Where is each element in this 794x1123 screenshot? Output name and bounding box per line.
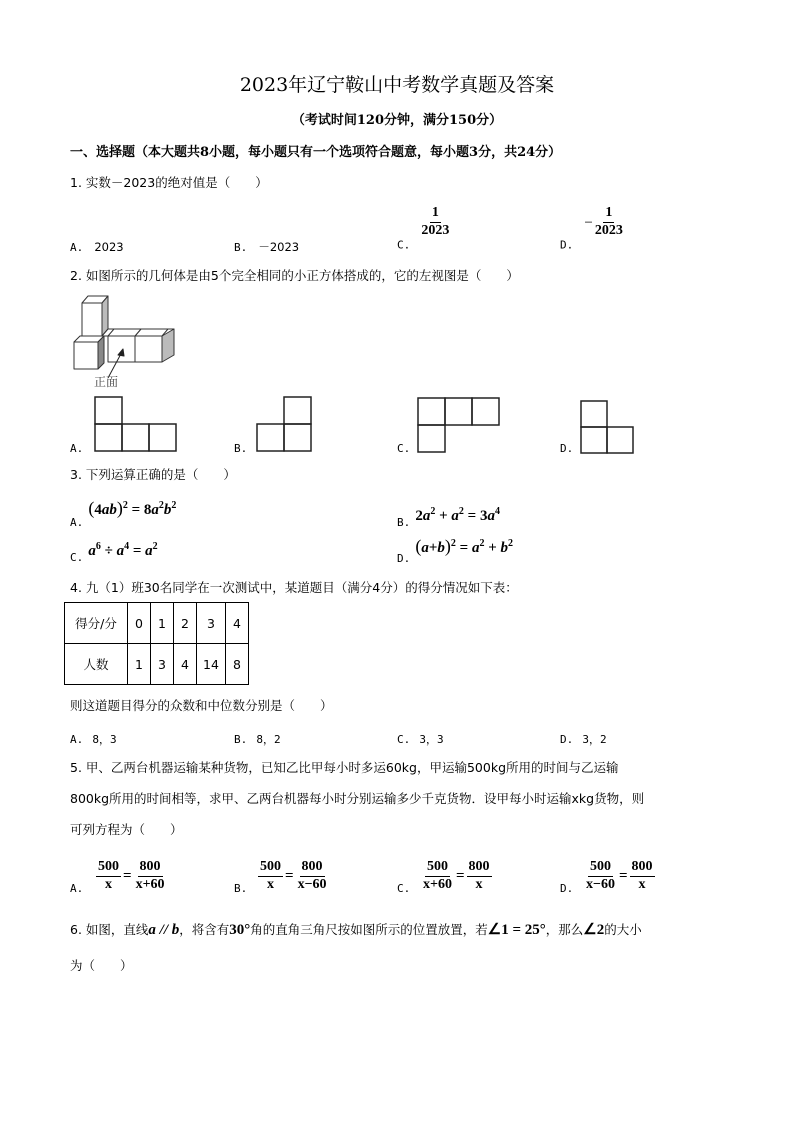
view-shape-b [256, 396, 314, 454]
row-header: 得分/分 [65, 603, 128, 644]
table-cell: 4 [174, 644, 197, 685]
denominator: x [105, 876, 112, 892]
option-text: 3，3 [419, 733, 444, 746]
equals-sign: = [123, 867, 132, 884]
q4-option-c[interactable] [397, 728, 444, 747]
table-cell: 3 [151, 644, 174, 685]
q1-option-b[interactable] [234, 236, 299, 255]
option-label: D. [560, 442, 574, 455]
equation [421, 860, 492, 892]
option-label: A. [70, 733, 84, 746]
q3-option-c[interactable] [70, 540, 158, 564]
option-label: B. [397, 516, 411, 529]
numerator: 1 [430, 206, 441, 223]
option-label: C. [397, 442, 411, 455]
q3-stem: 3. 下列运算正确的是（ ） [70, 467, 236, 482]
page-title: 2023年辽宁鞍山中考数学真题及答案 [239, 74, 555, 96]
fraction [419, 206, 451, 238]
expression: $(4ab)^2 = 8a^2b^2$ [88, 498, 177, 518]
table-cell: 8 [226, 644, 249, 685]
exam-info: （考试时间120分钟，满分150分） [291, 113, 503, 128]
view-shape-d [580, 400, 638, 456]
option-label: D. [560, 882, 574, 895]
option-label: B. [234, 442, 248, 455]
denominator: x+60 [423, 876, 452, 892]
numerator: 800 [630, 860, 655, 877]
view-shape-a [94, 396, 178, 454]
option-label: A. [70, 516, 84, 529]
option-label: A. [70, 241, 84, 254]
numerator: 800 [300, 860, 325, 877]
q2-figure [68, 293, 188, 397]
option-label: B. [234, 241, 248, 254]
equals-sign: = [455, 867, 465, 884]
cube-stack-figure [68, 293, 188, 393]
section-heading: 一、选择题（本大题共8小题，每小题只有一个选项符合题意，每小题3分，共24分） [70, 145, 562, 160]
table-cell: 14 [197, 644, 226, 685]
q5-option-c[interactable] [397, 855, 492, 895]
q1-option-c[interactable] [397, 206, 451, 252]
q6-text: ，那么 [545, 922, 584, 937]
row-header: 人数 [65, 644, 128, 685]
option-label: C. [70, 551, 84, 564]
q4-option-d[interactable] [560, 728, 607, 747]
q6-line-1 [70, 920, 642, 939]
option-label: A. [70, 442, 84, 455]
front-label: 正面 [94, 375, 119, 389]
denominator: 2023 [421, 222, 450, 238]
expression: $(a+b)^2 = a^2 + b^2$ [415, 536, 514, 556]
option-text: 3，2 [582, 733, 607, 746]
q5-line-3: 可列方程为（ ） [70, 822, 183, 837]
q3-option-a[interactable] [70, 498, 176, 529]
numerator: 1 [603, 206, 614, 223]
numerator: 500 [258, 860, 283, 877]
numerator: 500 [425, 860, 450, 877]
option-label: D. [397, 552, 411, 565]
table-row [65, 603, 249, 644]
q5-option-b[interactable] [234, 855, 329, 895]
equation [258, 860, 329, 892]
parallel-lines: a // b [148, 922, 180, 938]
option-label: C. [397, 238, 411, 252]
equation [96, 860, 167, 892]
q1-option-d[interactable] [560, 206, 625, 252]
option-label: D. [560, 238, 574, 252]
q5-line-2: 800kg所用的时间相等，求甲、乙两台机器每小时分别运输多少千克货物．设甲每小时运输xkg货物，则 [70, 791, 645, 806]
angle-1-value: ∠1 = 25° [487, 922, 546, 938]
option-text: 8，2 [256, 733, 281, 746]
option-text: 2023 [94, 240, 124, 254]
numerator: 500 [96, 860, 121, 877]
numerator: 800 [138, 860, 163, 877]
view-shape-c [417, 397, 503, 455]
denominator: x [267, 876, 274, 892]
q1-stem: 1. 实数－2023的绝对值是（ ） [70, 175, 268, 190]
expression: $2a^2 + a^2 = 3a^4$ [415, 506, 500, 524]
q5-option-d[interactable] [560, 855, 655, 895]
denominator: 2023 [594, 222, 623, 238]
angle-2: ∠2 [583, 922, 605, 938]
table-cell: 4 [226, 603, 249, 644]
numerator: 800 [467, 860, 492, 877]
q6-text: 角的直角三角尺按如图所示的位置放置，若 [250, 922, 488, 937]
option-label: B. [234, 882, 248, 895]
table-cell: 1 [128, 644, 151, 685]
option-text: －2023 [258, 240, 300, 254]
q3-option-d[interactable] [397, 536, 513, 565]
table-cell: 1 [151, 603, 174, 644]
q4-option-b[interactable] [234, 728, 281, 747]
fraction [593, 206, 625, 238]
q5-option-a[interactable] [70, 855, 167, 895]
angle-30: 30° [229, 922, 251, 938]
q1-option-a[interactable] [70, 236, 124, 255]
equals-sign: = [618, 867, 628, 884]
option-label: D. [560, 733, 574, 746]
option-label: A. [70, 882, 84, 895]
denominator: x−60 [297, 876, 327, 892]
table-cell: 3 [197, 603, 226, 644]
q6-text: 的大小 [604, 922, 642, 937]
equals-sign: = [285, 867, 294, 884]
option-label: C. [397, 882, 411, 895]
q4-stem: 4. 九（1）班30名同学在一次测试中，某道题目（满分4分）的得分情况如下表： [70, 580, 518, 595]
table-cell: 2 [174, 603, 197, 644]
q4-option-a[interactable] [70, 728, 117, 747]
denominator: x [638, 876, 646, 892]
option-text: 8，3 [92, 733, 117, 746]
numerator: 500 [588, 860, 613, 877]
denominator: x [475, 876, 483, 892]
q2-stem: 2. 如图所示的几何体是由5个完全相同的小正方体搭成的，它的左视图是（ ） [70, 268, 519, 283]
table-row [65, 644, 249, 685]
minus-sign: − [584, 214, 593, 231]
option-label: B. [234, 733, 248, 746]
expression: $a^6 \div a^4 = a^2$ [88, 541, 158, 559]
denominator: x−60 [586, 876, 615, 892]
equation [584, 860, 655, 892]
q4-question: 则这道题目得分的众数和中位数分别是（ ） [70, 698, 333, 713]
q6-line-2: 为（ ） [70, 958, 133, 973]
q6-text: ，将含有 [179, 922, 230, 937]
table-cell: 0 [128, 603, 151, 644]
denominator: x+60 [135, 876, 165, 892]
option-label: C. [397, 733, 411, 746]
score-table [64, 602, 249, 685]
q3-option-b[interactable] [397, 505, 500, 529]
q6-text: 6. 如图，直线 [70, 922, 149, 937]
q5-line-1: 5. 甲、乙两台机器运输某种货物，已知乙比甲每小时多运60kg，甲运输500kg所用的时间与乙运输 [70, 760, 619, 775]
